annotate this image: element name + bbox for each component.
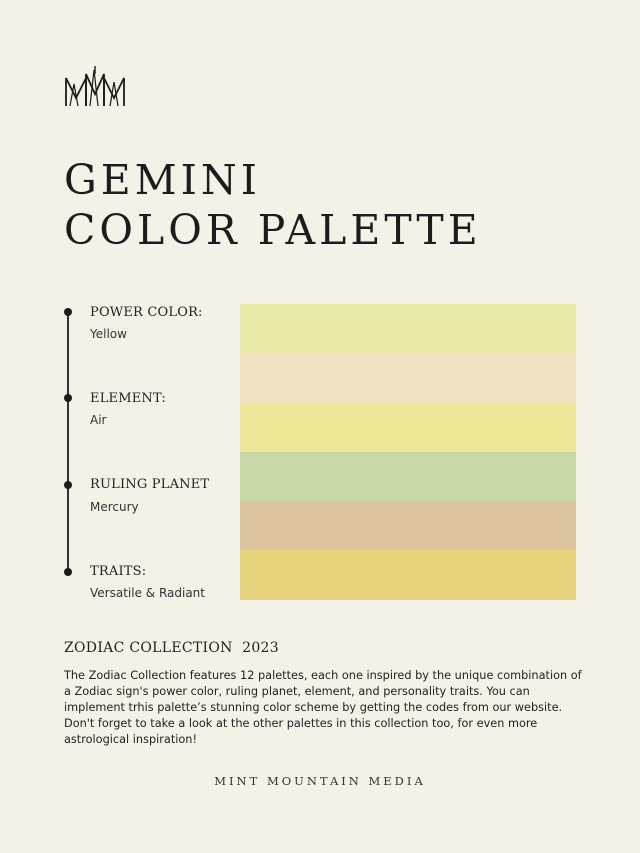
footer-brand: MINT MOUNTAIN MEDIA: [214, 774, 426, 788]
timeline-dot: [64, 481, 72, 489]
palette-swatch: [240, 353, 576, 402]
palette-swatch: [240, 304, 576, 353]
timeline-dot: [64, 568, 72, 576]
palette-swatch: [240, 501, 576, 550]
power-color-label: POWER COLOR:: [90, 305, 203, 320]
title-line-2: COLOR PALETTE: [64, 206, 482, 254]
collection-description: The Zodiac Collection features 12 palettes, each one inspired by the unique combination of a Zodiac sign's power color, ruling planet, element, and personality traits. You can implement trhis palette’s stunning color scheme by getting the codes from our website. Don't forget to take a look at the other palettes in this collection too, for even more astrological inspiration!: [64, 669, 582, 746]
power-color-value: Yellow: [90, 327, 127, 341]
traits-value: Versatile & Radiant: [90, 586, 205, 600]
palette-swatch: [240, 550, 576, 599]
traits-label: TRAITS:: [90, 564, 147, 579]
title-line-1: GEMINI: [64, 156, 261, 204]
ruling-planet-value: Mercury: [90, 500, 139, 514]
palette-swatch: [240, 403, 576, 452]
timeline-dot: [64, 308, 72, 316]
page-title: [64, 156, 482, 260]
element-value: Air: [90, 413, 107, 427]
color-palette-swatches: [240, 304, 576, 600]
palette-swatch: [240, 452, 576, 501]
collection-title: ZODIAC COLLECTION 2023: [64, 640, 279, 656]
mmm-mountain-logo-icon: [64, 64, 126, 108]
ruling-planet-label: RULING PLANET: [90, 477, 210, 492]
element-label: ELEMENT:: [90, 391, 166, 406]
timeline-dot: [64, 394, 72, 402]
timeline-line: [67, 312, 69, 572]
